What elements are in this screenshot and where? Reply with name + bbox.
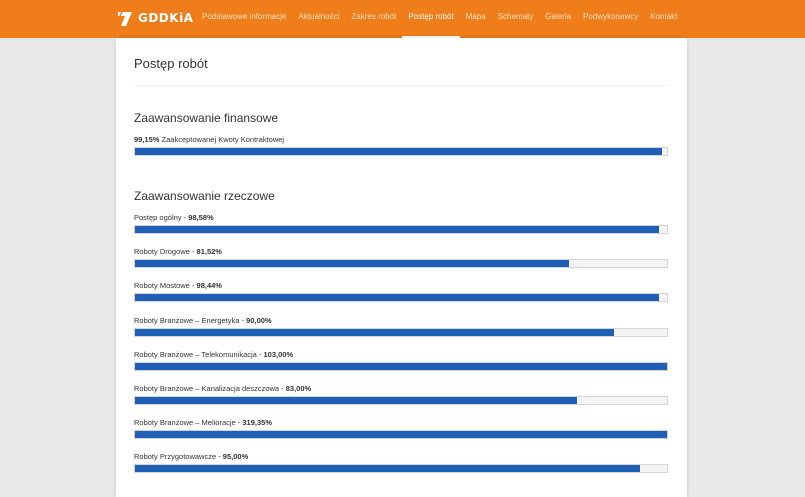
progress-value: 319,35%: [242, 418, 272, 427]
progress-bar: [134, 147, 668, 156]
progress-value: 98,58%: [188, 213, 214, 222]
progress-bar-fill: [135, 465, 640, 472]
progress-label: [134, 418, 668, 428]
progress-row-telecom: [134, 350, 668, 371]
nav-item-aktualnosci[interactable]: Aktualności: [298, 12, 340, 21]
progress-value: 81,52%: [196, 247, 222, 256]
progress-bar-fill: [135, 260, 569, 267]
material-section-title: Zaawansowanie rzeczowe: [134, 189, 275, 203]
top-navbar: [0, 0, 805, 38]
progress-label-text: Roboty Branżowe – Energetyka -: [134, 316, 247, 325]
progress-row-overall: [134, 213, 668, 234]
progress-row-bridge-works: [134, 281, 668, 302]
progress-label-text: Roboty Mostowe -: [134, 281, 197, 290]
nav-item-mapa[interactable]: Mapa: [465, 12, 486, 21]
progress-bar-fill: [135, 294, 659, 301]
nav-item-galeria[interactable]: Galeria: [545, 12, 572, 21]
gddkia-logo-icon: [116, 9, 134, 27]
progress-row-storm-drainage: [134, 384, 668, 405]
progress-row-preparatory: [134, 452, 668, 473]
main-nav: [196, 0, 683, 38]
nav-item-postep-robot[interactable]: Postęp robót: [402, 0, 459, 38]
progress-row-melioration: [134, 418, 668, 439]
title-divider: [134, 85, 668, 86]
progress-label: [134, 135, 668, 145]
progress-label: [134, 281, 668, 291]
progress-bar-fill: [135, 226, 659, 233]
gddkia-logo[interactable]: [116, 9, 193, 27]
nav-item-zakres-robot[interactable]: Zakres robót: [351, 12, 397, 21]
progress-value: 95,00%: [222, 452, 249, 461]
page-title: Postęp robót: [134, 56, 208, 71]
progress-label: [134, 247, 668, 257]
content-panel: [116, 38, 687, 497]
progress-bar: [134, 362, 668, 371]
progress-bar-fill: [135, 397, 577, 404]
nav-item-kontakt[interactable]: Kontakt: [650, 12, 678, 21]
progress-bar: [134, 328, 668, 337]
progress-label-text: Zaakceptowanej Kwoty Kontraktowej: [161, 135, 285, 144]
progress-row-financial: [134, 135, 668, 156]
progress-value: 98,44%: [196, 281, 222, 290]
progress-bar: [134, 430, 668, 439]
progress-bar: [134, 396, 668, 405]
progress-label: [134, 316, 668, 326]
progress-value: 90,00%: [246, 316, 272, 325]
progress-label-text: Roboty Drogowe -: [134, 247, 197, 256]
nav-item-podstawowe-informacje[interactable]: Podstawowe informacje: [202, 12, 287, 21]
progress-label-text: Roboty Branżowe – Kanalizacja deszczowa -: [134, 384, 286, 393]
progress-label-text: Roboty Przygotowawcze -: [134, 452, 223, 461]
progress-bar: [134, 225, 668, 234]
progress-bar-fill: [135, 431, 667, 438]
progress-label: [134, 384, 668, 394]
progress-bar-fill: [135, 363, 667, 370]
progress-label: [134, 452, 668, 462]
nav-item-podwykonawcy[interactable]: Podwykonawcy: [583, 12, 639, 21]
progress-row-energetics: [134, 316, 668, 337]
progress-bar-fill: [135, 148, 662, 155]
progress-bar: [134, 464, 668, 473]
progress-label-text: Postęp ogólny -: [134, 213, 189, 222]
progress-row-road-works: [134, 247, 668, 268]
financial-section-title: Zaawansowanie finansowe: [134, 111, 279, 125]
progress-bar: [134, 259, 668, 268]
progress-bar: [134, 293, 668, 302]
progress-bar-fill: [135, 329, 614, 336]
progress-label: [134, 213, 668, 223]
progress-value: 83,00%: [285, 384, 312, 393]
progress-value: 103,00%: [263, 350, 294, 359]
progress-label-text: Roboty Branżowe – Telekomunikacja -: [134, 350, 264, 359]
nav-item-schematy[interactable]: Schematy: [497, 12, 534, 21]
logo-text: GDDKiA: [138, 11, 194, 25]
progress-label-text: Roboty Branżowe – Melioracje -: [134, 418, 243, 427]
progress-value: 99,15%: [134, 135, 160, 144]
progress-label: [134, 350, 668, 360]
